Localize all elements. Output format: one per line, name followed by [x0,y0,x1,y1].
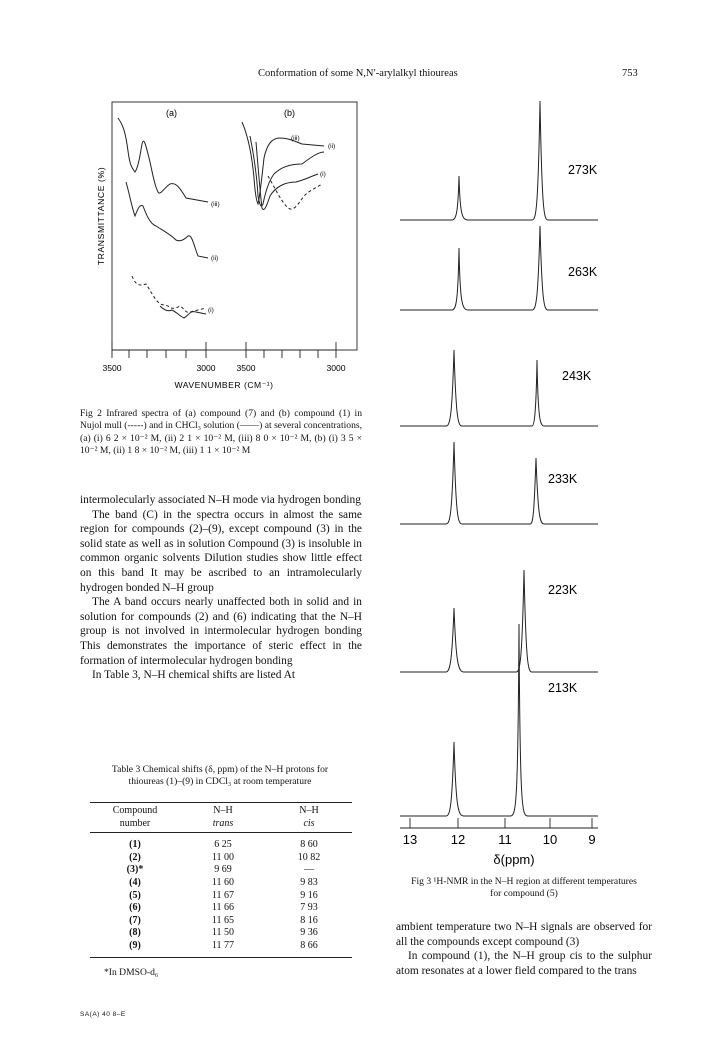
temp-223k: 223K [548,583,578,597]
panel-b-label: (b) [284,108,295,118]
table-3 [90,802,352,958]
curve-ii [126,182,208,258]
body-left [80,493,362,683]
paragraph-2: The band (C) in the spectra occurs in almost the same region for compounds (2)–(9), except compound (3) in the solid state as well as in solution Compound (3) is insoluble in common organic solvents Dilution studies show little effect on this band It may be ascribed to an intramolecularly hydrogen bonded N–H group [80,508,362,594]
temp-243k: 243K [562,369,592,383]
nmr-tick-13: 13 [402,832,418,847]
col-subheader-cis: cis [303,817,315,829]
footer-code: SA(A) 40 8–E [80,1011,126,1018]
body-right [396,920,652,978]
temp-213k: 213K [548,681,578,695]
temp-263k: 263K [568,265,598,279]
curve-iii [118,118,208,202]
table-row: (7) 11 65 8 16 [129,914,318,926]
figure-2-ir-spectra [80,96,370,398]
trace-273k [400,101,598,220]
y-axis-label: TRANSMITTANCE (%) [96,166,106,266]
table-row: (4) 11 60 9 83 [129,876,318,888]
col-header-compound: Compound [112,805,158,816]
paragraph-6: In compound (1), the N–H group cis to the sulphur atom resonates at a lower field compared to the trans [396,950,652,977]
nmr-tick-9: 9 [588,832,596,847]
col-header-trans: N–H [213,805,233,816]
plot-frame [112,102,357,350]
temp-273k: 273K [568,163,598,177]
temp-233k: 233K [548,472,578,486]
nmr-tick-11: 11 [498,832,512,847]
figure-3-caption-line1: Fig 3 ¹H-NMR in the N–H region at different temperatures [411,876,637,887]
figure-3-caption-line2: for compound (5) [490,888,558,900]
paragraph-3: The A band occurs nearly unaffected both in solid and in solution for compounds (2) and (6) indicating that the N–H group is not involved in intermolecular hydrogen bonding This demonstrates the importance of steric effect in the formation of intermolecular hydrogen bonding [80,596,362,667]
label-b-i: (i) [320,171,326,178]
table-row: (1) 6 25 8 60 [129,839,318,851]
label-a-i: (i) [208,307,214,314]
x-tick-3000-a: 3000 [196,363,216,373]
col-subheader-trans: trans [212,817,234,829]
panel-a-label: (a) [166,108,177,118]
figure-2-caption: Fig 2 Infrared spectra of (a) compound (7) and (b) compound (1) in Nujol mull (-----) and in CHCl₃ solution (——) at several concentrations, (a) (i) 6 2 × 10⁻² M, (ii) 2 1 × 10⁻² M, (iii) 8 0 × 10⁻² M, (b) (i) 3 5 × 10⁻² M, (ii) 1 8 × 10⁻² M, (iii) 1 1 × 10⁻² M [80,408,362,457]
table-row: (2) 11 00 10 82 [129,851,321,863]
running-title: Conformation of some N,N′-arylalkyl thioureas [258,68,458,79]
nmr-tick-12: 12 [450,832,466,847]
table-row: (5) 11 67 9 16 [129,889,318,901]
table-row: (8) 11 50 9 36 [129,927,318,939]
curve-i-nujol [132,276,206,312]
label-a-iii: (iii) [211,201,220,208]
table-row: (3)* 9 69 — [126,864,314,876]
panel-a-curves [118,118,208,318]
paragraph-4: In Table 3, N–H chemical shifts are listed At [92,669,296,682]
panel-b-curves [242,122,324,210]
x-tick-3500-b: 3500 [236,363,256,373]
table-3-grid [90,805,352,830]
table-row: (9) 11 77 8 66 [129,939,318,951]
curve-b-nujol [268,176,322,209]
nmr-axis-label: δ(ppm) [493,852,535,867]
nmr-tick-10: 10 [542,832,558,847]
label-a-ii: (ii) [211,255,219,262]
label-b-ii: (ii) [328,143,336,150]
col-header-cis: N–H [299,805,319,816]
trace-213k [400,624,598,816]
x-tick-3000-b: 3000 [326,363,346,373]
figure-3-nmr-spectra [392,96,640,876]
label-b-iii: (iii) [291,135,300,142]
nmr-traces [400,101,598,816]
table-row: (6) 11 66 7 93 [129,902,318,914]
table-3-footnote: *In DMSO-d₆ [104,967,159,978]
col-subheader-number: number [119,817,151,829]
x-tick-3500-a: 3500 [102,363,122,373]
trace-243k [400,350,598,426]
paragraph-5: ambient temperature two N–H signals are observed for all the compounds except compound (3) [396,921,652,948]
table-3-body [90,839,352,952]
page-number: 753 [622,68,638,79]
figure-3-caption [396,876,652,901]
table-3-caption: Table 3 Chemical shifts (δ, ppm) of the N–H protons for thioureas (1)–(9) in CDCl₃ at room temperature [111,764,329,788]
paragraph-1: intermolecularly associated N–H mode via hydrogen bonding [80,494,361,506]
nmr-x-axis [400,818,598,828]
x-axis-label: WAVENUMBER (CM⁻¹) [174,380,274,390]
